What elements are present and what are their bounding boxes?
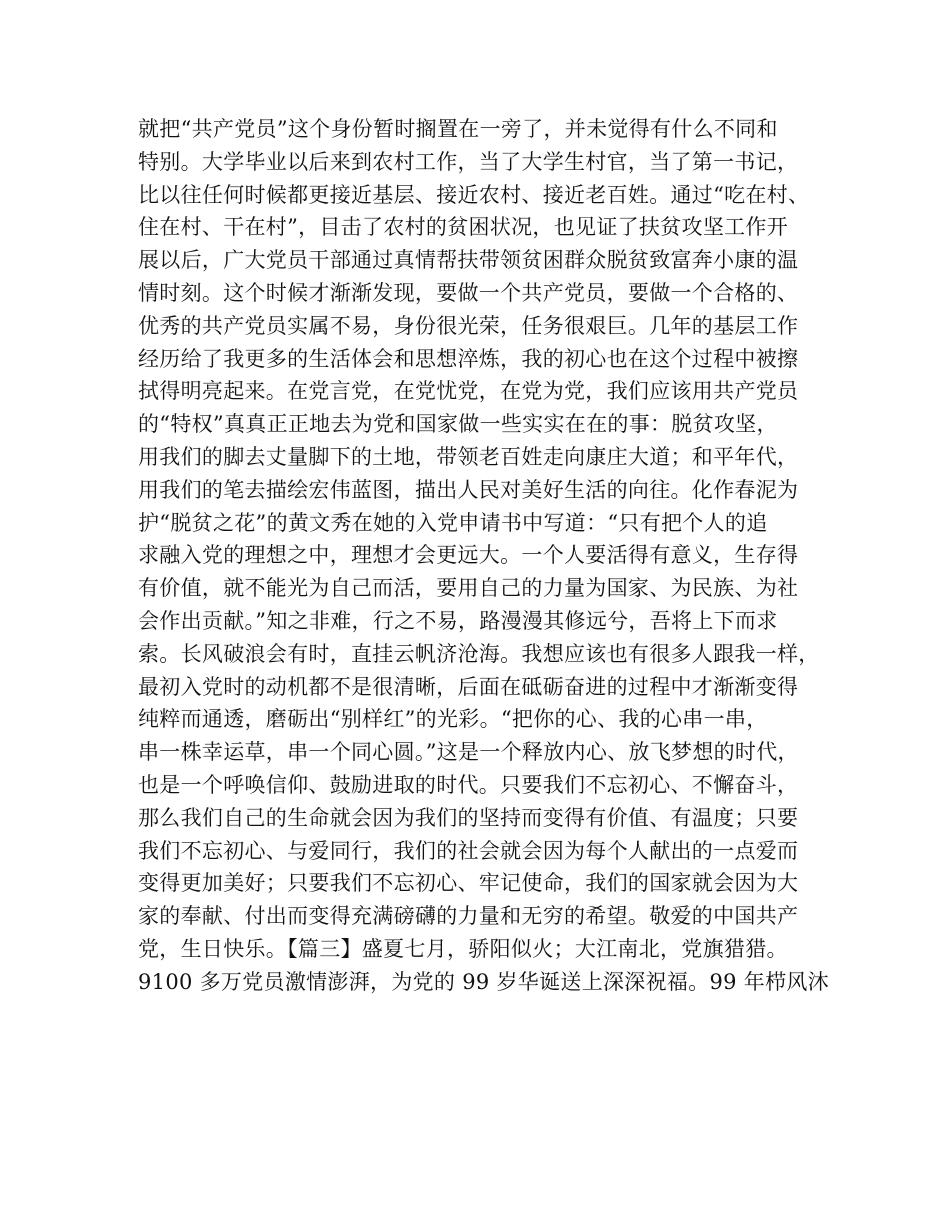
text-line: 优秀的共产党员实属不易，身份很光荣，任务很艰巨。几年的基层工作 — [138, 313, 799, 338]
text-line: 我们不忘初心、与爱同行，我们的社会就会因为每个人献出的一点爱而 — [138, 838, 799, 863]
text-line: 索。长风破浪会有时，直挂云帆济沧海。我想应该也有很多人跟我一样， — [138, 641, 820, 666]
text-line: 纯粹而通透，磨砺出“别样红”的光彩。“把你的心、我的心串一串， — [138, 707, 768, 732]
body-text — [138, 113, 838, 999]
text-line: 最初入党时的动机都不是很清晰，后面在砥砺奋进的过程中才渐渐变得 — [138, 674, 799, 699]
text-line: 那么我们自己的生命就会因为我们的坚持而变得有价值、有温度；只要 — [138, 805, 799, 830]
text-line: 特别。大学毕业以后来到农村工作，当了大学生村官，当了第一书记， — [138, 149, 799, 174]
text-line: 情时刻。这个时候才渐渐发现，要做一个共产党员，要做一个合格的、 — [138, 280, 799, 305]
text-line: 住在村、干在村”，目击了农村的贫困状况，也见证了扶贫攻坚工作开 — [138, 215, 789, 240]
text-line: 会作出贡献。”知之非难，行之不易，路漫漫其修远兮，吾将上下而求 — [138, 608, 778, 633]
text-line: 的“特权”真真正正地去为党和国家做一些实实在在的事：脱贫攻坚， — [138, 412, 778, 437]
text-line: 家的奉献、付出而变得充满磅礴的力量和无穷的希望。敬爱的中国共产 — [138, 904, 799, 929]
text-line: 9100 多万党员激情澎湃，为党的 99 岁华诞送上深深祝福。99 年栉风沐 — [138, 969, 829, 994]
text-line: 护“脱贫之花”的黄文秀在她的入党申请书中写道：“只有把个人的追 — [138, 510, 768, 535]
text-line: 就把“共产党员”这个身份暂时搁置在一旁了，并未觉得有什么不同和 — [138, 117, 778, 141]
text-line: 展以后，广大党员干部通过真情帮扶带领贫困群众脱贫致富奔小康的温 — [138, 248, 799, 273]
text-line: 有价值，就不能光为自己而活，要用自己的力量为国家、为民族、为社 — [138, 576, 799, 601]
text-line: 比以往任何时候都更接近基层、接近农村、接近老百姓。通过“吃在村、 — [138, 182, 810, 207]
text-line: 串一株幸运草，串一个同心圆。”这是一个释放内心、放飞梦想的时代， — [138, 740, 799, 765]
text-line: 用我们的脚去丈量脚下的土地，带领老百姓走向康庄大道；和平年代， — [138, 444, 799, 469]
text-line: 党，生日快乐。【篇三】盛夏七月，骄阳似火；大江南北，党旗猎猎。 — [138, 936, 788, 961]
text-line: 也是一个呼唤信仰、鼓励进取的时代。只要我们不忘初心、不懈奋斗， — [138, 772, 799, 797]
text-line: 拭得明亮起来。在党言党，在党忧党，在党为党，我们应该用共产党员 — [138, 379, 799, 404]
text-line: 求融入党的理想之中，理想才会更远大。一个人要活得有意义，生存得 — [138, 543, 799, 568]
text-line: 用我们的笔去描绘宏伟蓝图，描出人民对美好生活的向往。化作春泥为 — [138, 477, 799, 502]
text-line: 经历给了我更多的生活体会和思想淬炼，我的初心也在这个过程中被擦 — [138, 346, 799, 371]
text-line: 变得更加美好；只要我们不忘初心、牢记使命，我们的国家就会因为大 — [138, 871, 799, 896]
